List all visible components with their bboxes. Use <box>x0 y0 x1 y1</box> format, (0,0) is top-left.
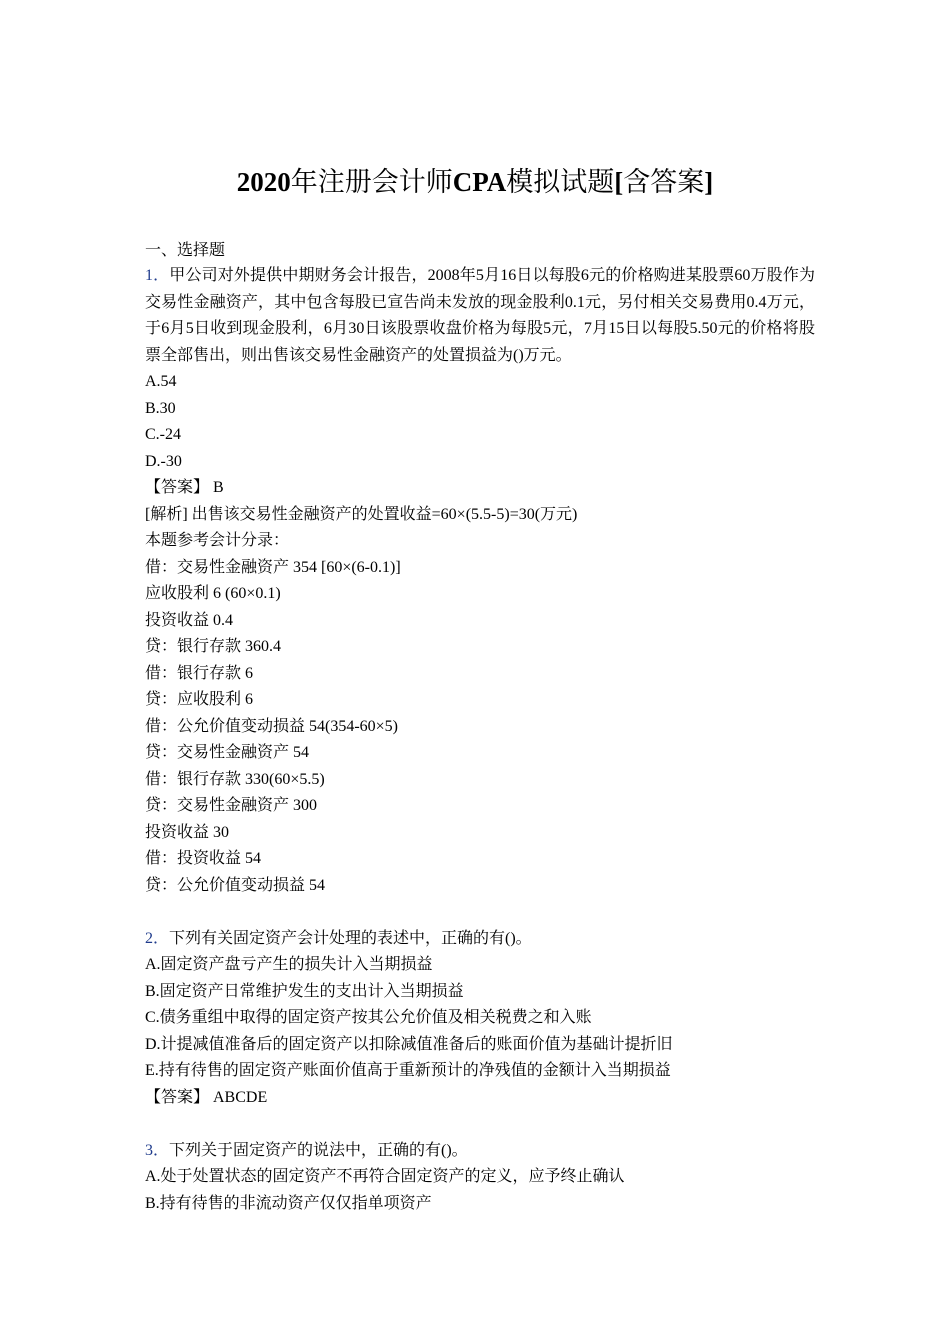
question-stem <box>145 1138 815 1165</box>
analysis-line: 贷：交易性金融资产 54 <box>145 744 310 761</box>
analysis-line: 投资收益 30 <box>145 823 230 841</box>
option-c: C.债务重组中取得的固定资产按其公允价值及相关税费之和入账 <box>145 1009 592 1026</box>
option-e: E.持有待售的固定资产账面价值高于重新预计的净残值的金额计入当期损益 <box>145 1062 671 1079</box>
question-number: 1． <box>145 267 170 284</box>
option-b: B.固定资产日常维护发生的支出计入当期损益 <box>145 982 464 1000</box>
question-text: 下列有关固定资产会计处理的表述中，正确的有()。 <box>169 929 532 947</box>
option-a: A.固定资产盘亏产生的损失计入当期损益 <box>145 956 433 973</box>
option-a: A.处于处置状态的固定资产不再符合固定资产的定义，应予终止确认 <box>145 1168 625 1185</box>
analysis-line: 应收股利 6 (60×0.1) <box>145 585 281 602</box>
analysis-line: 贷：公允价值变动损益 54 <box>145 876 326 894</box>
analysis-line: 贷：应收股利 6 <box>145 691 254 708</box>
question-text: 下列关于固定资产的说法中，正确的有()。 <box>169 1141 468 1159</box>
spacer <box>145 899 815 926</box>
title-year: 2020 <box>236 167 291 197</box>
question-1 <box>145 263 815 899</box>
answer: 【答案】 ABCDE <box>145 1088 268 1106</box>
analysis-line: 借：交易性金融资产 354 [60×(6-0.1)] <box>145 558 401 576</box>
analysis-line: 投资收益 0.4 <box>145 611 234 629</box>
analysis-line: 贷：银行存款 360.4 <box>145 638 282 655</box>
title-bracket-close: ] <box>704 167 714 197</box>
analysis-line: 借：投资收益 54 <box>145 850 262 867</box>
option-b: B.持有待售的非流动资产仅仅指单项资产 <box>145 1194 432 1212</box>
answer: 【答案】 B <box>145 479 224 496</box>
analysis-line: 本题参考会计分录： <box>145 532 290 549</box>
title-text-2: 模拟试题 <box>506 167 615 197</box>
option-d: D.-30 <box>145 452 182 470</box>
question-stem <box>145 263 815 369</box>
analysis-line: 借：银行存款 6 <box>145 664 254 682</box>
question-number: 3． <box>145 1141 170 1159</box>
analysis-line: 借：公允价值变动损益 54(354-60×5) <box>145 717 399 735</box>
option-c: C.-24 <box>145 426 181 443</box>
spacer <box>145 1111 815 1138</box>
question-number: 2． <box>145 929 170 947</box>
title-text-3: 含答案 <box>623 167 705 197</box>
option-d: D.计提减值准备后的固定资产以扣除减值准备后的账面价值为基础计提折旧 <box>145 1035 673 1053</box>
analysis-line: [解析] 出售该交易性金融资产的处置收益=60×(5.5-5)=30(万元) <box>145 505 578 523</box>
question-text: 甲公司对外提供中期财务会计报告，2008年5月16日以每股6元的价格购进某股票60万股作为交易性金融资产，其中包含每股已宣告尚未发放的现金股利0.1元，另付相关交易费用0.4万元，于6月5日收到现金股利，6月30日该股票收盘价格为每股5元，7月15日以每股5.50元的价格将股票全部售出，则出售该交易性金融资产的处置损益为()万元。 <box>145 267 815 364</box>
analysis-line: 借：银行存款 330(60×5.5) <box>145 770 325 788</box>
title-bracket-open: [ <box>614 167 624 197</box>
option-a: A.54 <box>145 373 177 390</box>
question-2 <box>145 926 815 1112</box>
section-heading: 一、选择题 <box>145 242 226 259</box>
question-stem <box>145 926 815 953</box>
page-title <box>0 164 950 200</box>
option-b: B.30 <box>145 399 176 417</box>
title-text-1: 年注册会计师 <box>290 167 453 197</box>
document-body <box>145 239 815 1217</box>
analysis-line: 贷：交易性金融资产 300 <box>145 797 318 814</box>
title-cpa: CPA <box>452 167 507 197</box>
question-3 <box>145 1138 815 1218</box>
